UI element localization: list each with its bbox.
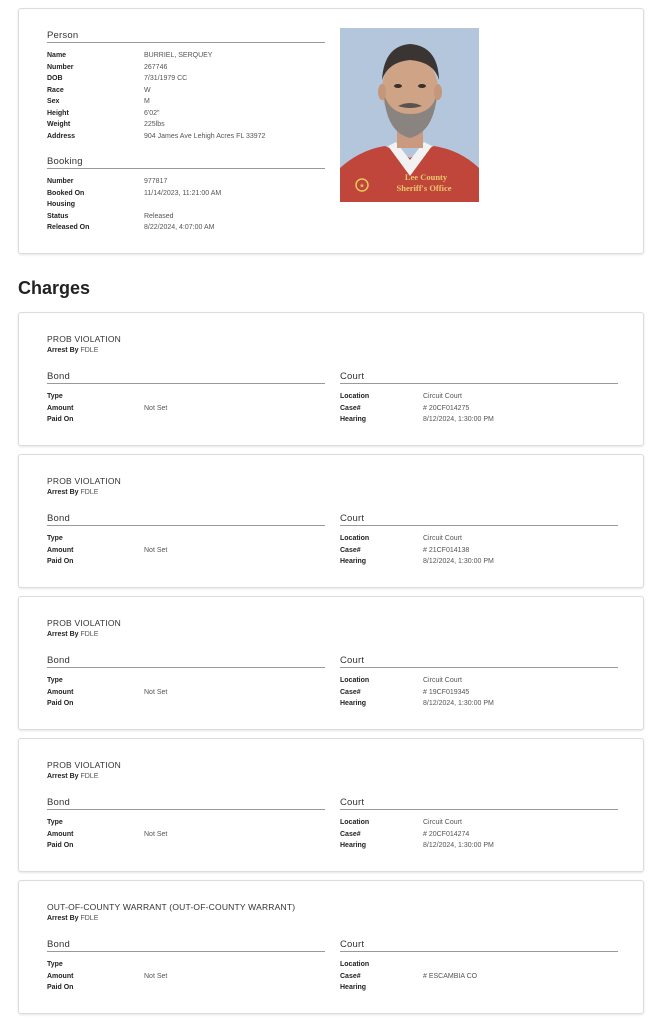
field-value: Circuit Court: [423, 677, 462, 684]
court-hearing: [340, 840, 620, 851]
bond-section-title: Bond: [47, 513, 70, 524]
court-location: [340, 675, 620, 686]
bond-type: [47, 675, 327, 686]
person-section-title: Person: [47, 30, 79, 41]
amount-label: Amount: [47, 972, 74, 980]
charge-title: PROB VIOLATION: [47, 476, 121, 486]
bond-fields: [47, 817, 327, 853]
field-value: # 20CF014274: [423, 830, 470, 838]
photo-watermark-line2: Sheriff's Office: [396, 183, 452, 193]
field-label: Sex: [47, 98, 60, 105]
arrest-by-label: Arrest By: [47, 347, 79, 354]
person-fields: [47, 50, 337, 150]
field-value: # 19CF019345: [423, 688, 470, 696]
charge-arrest-by: Arrest By FDLE: [47, 489, 99, 496]
field-value: 8/12/2024, 1:30:00 PM: [423, 842, 494, 849]
bond-paid-on: [47, 556, 327, 567]
charge-title: PROB VIOLATION: [47, 760, 121, 770]
court-section-rule: [340, 951, 618, 952]
field-value: Circuit Court: [423, 819, 462, 826]
charges-heading: Charges: [18, 278, 91, 298]
court-section-rule: [340, 383, 618, 384]
court-location: [340, 533, 620, 544]
bond-fields: [47, 533, 327, 569]
court-location: [340, 959, 620, 970]
amount-label: Amount: [47, 688, 74, 696]
hearing-label: Hearing: [340, 842, 367, 849]
bond-paid-on: [47, 840, 327, 851]
court-section-title: Court: [340, 655, 365, 666]
bond-section-rule: [47, 667, 325, 668]
location-label: Location: [340, 677, 370, 684]
field-value: 8/12/2024, 1:30:00 PM: [423, 558, 494, 565]
bond-amount: [47, 545, 327, 556]
bond-amount: [47, 403, 327, 414]
field-label: Address: [47, 132, 76, 140]
court-case-number: [340, 403, 620, 414]
field-value: W: [144, 86, 151, 94]
case-label: Case#: [340, 404, 361, 412]
amount-label: Amount: [47, 830, 74, 838]
case-label: Case#: [340, 688, 361, 696]
charge-arrest-by: Arrest By FDLE: [47, 773, 99, 780]
field-value: 6'02": [144, 109, 160, 117]
photo-watermark-line1: Lee County: [404, 172, 448, 182]
court-fields: [340, 533, 620, 569]
case-label: Case#: [340, 830, 361, 838]
court-section-title: Court: [340, 371, 365, 382]
field-label: Released On: [47, 224, 90, 231]
field-value: 7/31/1979 CC: [144, 75, 188, 82]
mugshot-illustration: [340, 28, 479, 202]
hearing-label: Hearing: [340, 700, 367, 707]
charge-arrest-by: Arrest By FDLE: [47, 915, 99, 922]
type-label: Type: [47, 961, 63, 968]
bond-section-title: Bond: [47, 797, 70, 808]
booking-section-title: Booking: [47, 156, 83, 167]
bond-amount: [47, 971, 327, 982]
bond-fields: [47, 391, 327, 427]
paid-on-label: Paid On: [47, 700, 74, 707]
court-fields: [340, 817, 620, 853]
hearing-label: Hearing: [340, 416, 367, 423]
paid-on-label: Paid On: [47, 558, 74, 565]
bond-paid-on: [47, 414, 327, 425]
charge-card-5: [18, 880, 644, 1014]
bond-amount: [47, 687, 327, 698]
bond-section-rule: [47, 383, 325, 384]
field-value: 225lbs: [144, 121, 165, 128]
court-hearing: [340, 698, 620, 709]
bond-amount: [47, 829, 327, 840]
arrest-by-label: Arrest By: [47, 489, 79, 496]
location-label: Location: [340, 393, 370, 400]
charge-title: PROB VIOLATION: [47, 334, 121, 344]
court-fields: [340, 675, 620, 711]
location-label: Location: [340, 535, 370, 542]
booking-fields: [47, 176, 337, 246]
bond-fields: [47, 675, 327, 711]
arrest-by-label: Arrest By: [47, 631, 79, 638]
charge-arrest-by: Arrest By FDLE: [47, 631, 99, 638]
field-label: Name: [47, 52, 67, 59]
field-label: Weight: [47, 121, 71, 128]
field-label: Height: [47, 109, 69, 117]
court-section-rule: [340, 525, 618, 526]
court-section-title: Court: [340, 797, 365, 808]
bond-section-title: Bond: [47, 939, 70, 950]
type-label: Type: [47, 393, 63, 400]
type-label: Type: [47, 819, 63, 826]
field-value: Circuit Court: [423, 535, 462, 542]
charge-title: PROB VIOLATION: [47, 618, 121, 628]
court-case-number: [340, 829, 620, 840]
field-value: 8/12/2024, 1:30:00 PM: [423, 416, 494, 423]
bond-section-rule: [47, 809, 325, 810]
charge-arrest-by: Arrest By FDLE: [47, 347, 99, 354]
field-value: Not Set: [144, 404, 168, 412]
field-label: Housing: [47, 201, 75, 208]
booking-photo: [340, 28, 479, 202]
svg-text:★: ★: [359, 183, 365, 190]
field-value: Not Set: [144, 972, 168, 980]
field-value: 267746: [144, 63, 168, 71]
bond-type: [47, 391, 327, 402]
charge-title: OUT-OF-COUNTY WARRANT (OUT-OF-COUNTY WARRANT): [47, 902, 296, 912]
field-label: Status: [47, 212, 69, 220]
hearing-label: Hearing: [340, 984, 367, 991]
court-case-number: [340, 687, 620, 698]
bond-paid-on: [47, 982, 327, 993]
field-value: # 20CF014275: [423, 404, 470, 412]
amount-label: Amount: [47, 546, 74, 554]
case-label: Case#: [340, 972, 361, 980]
field-value: Not Set: [144, 830, 168, 838]
field-label: DOB: [47, 75, 63, 82]
arrest-by-label: Arrest By: [47, 773, 79, 780]
amount-label: Amount: [47, 404, 74, 412]
case-label: Case#: [340, 546, 361, 554]
field-value: 977817: [144, 178, 168, 185]
court-location: [340, 391, 620, 402]
field-label: Race: [47, 86, 64, 94]
paid-on-label: Paid On: [47, 416, 74, 423]
field-value: Released: [144, 212, 174, 220]
bond-section-rule: [47, 525, 325, 526]
court-location: [340, 817, 620, 828]
court-hearing: [340, 414, 620, 425]
court-section-rule: [340, 667, 618, 668]
paid-on-label: Paid On: [47, 842, 74, 849]
person-section-rule: [47, 42, 325, 43]
paid-on-label: Paid On: [47, 984, 74, 991]
location-label: Location: [340, 961, 370, 968]
field-value: # 21CF014138: [423, 546, 470, 554]
type-label: Type: [47, 535, 63, 542]
court-section-rule: [340, 809, 618, 810]
court-section-title: Court: [340, 513, 365, 524]
charge-card-3: [18, 596, 644, 730]
field-value: Not Set: [144, 688, 168, 696]
court-case-number: [340, 971, 620, 982]
booking-section-rule: [47, 168, 325, 169]
bond-type: [47, 533, 327, 544]
bond-paid-on: [47, 698, 327, 709]
person-card: [18, 8, 644, 254]
arrest-by-label: Arrest By: [47, 915, 79, 922]
field-value: 11/14/2023, 11:21:00 AM: [144, 189, 222, 197]
field-value: # ESCAMBIA CO: [423, 972, 478, 980]
field-label: Booked On: [47, 189, 85, 197]
field-label: Number: [47, 63, 74, 71]
hearing-label: Hearing: [340, 558, 367, 565]
bond-fields: [47, 959, 327, 995]
bond-section-title: Bond: [47, 655, 70, 666]
field-value: Not Set: [144, 546, 168, 554]
type-label: Type: [47, 677, 63, 684]
court-section-title: Court: [340, 939, 365, 950]
court-hearing: [340, 556, 620, 567]
court-fields: [340, 959, 620, 995]
field-value: 8/22/2024, 4:07:00 AM: [144, 224, 215, 231]
bond-section-title: Bond: [47, 371, 70, 382]
field-value: 8/12/2024, 1:30:00 PM: [423, 700, 494, 707]
charge-card-4: [18, 738, 644, 872]
bond-section-rule: [47, 951, 325, 952]
charge-card-2: [18, 454, 644, 588]
charge-card-1: [18, 312, 644, 446]
court-fields: [340, 391, 620, 427]
field-label: Number: [47, 178, 74, 185]
field-value: 904 James Ave Lehigh Acres FL 33972: [144, 132, 266, 140]
field-value: BURRIEL, SERQUEY: [144, 52, 213, 59]
bond-type: [47, 817, 327, 828]
bond-type: [47, 959, 327, 970]
location-label: Location: [340, 819, 370, 826]
court-case-number: [340, 545, 620, 556]
court-hearing: [340, 982, 620, 993]
field-value: Circuit Court: [423, 393, 462, 400]
field-value: M: [144, 98, 150, 105]
